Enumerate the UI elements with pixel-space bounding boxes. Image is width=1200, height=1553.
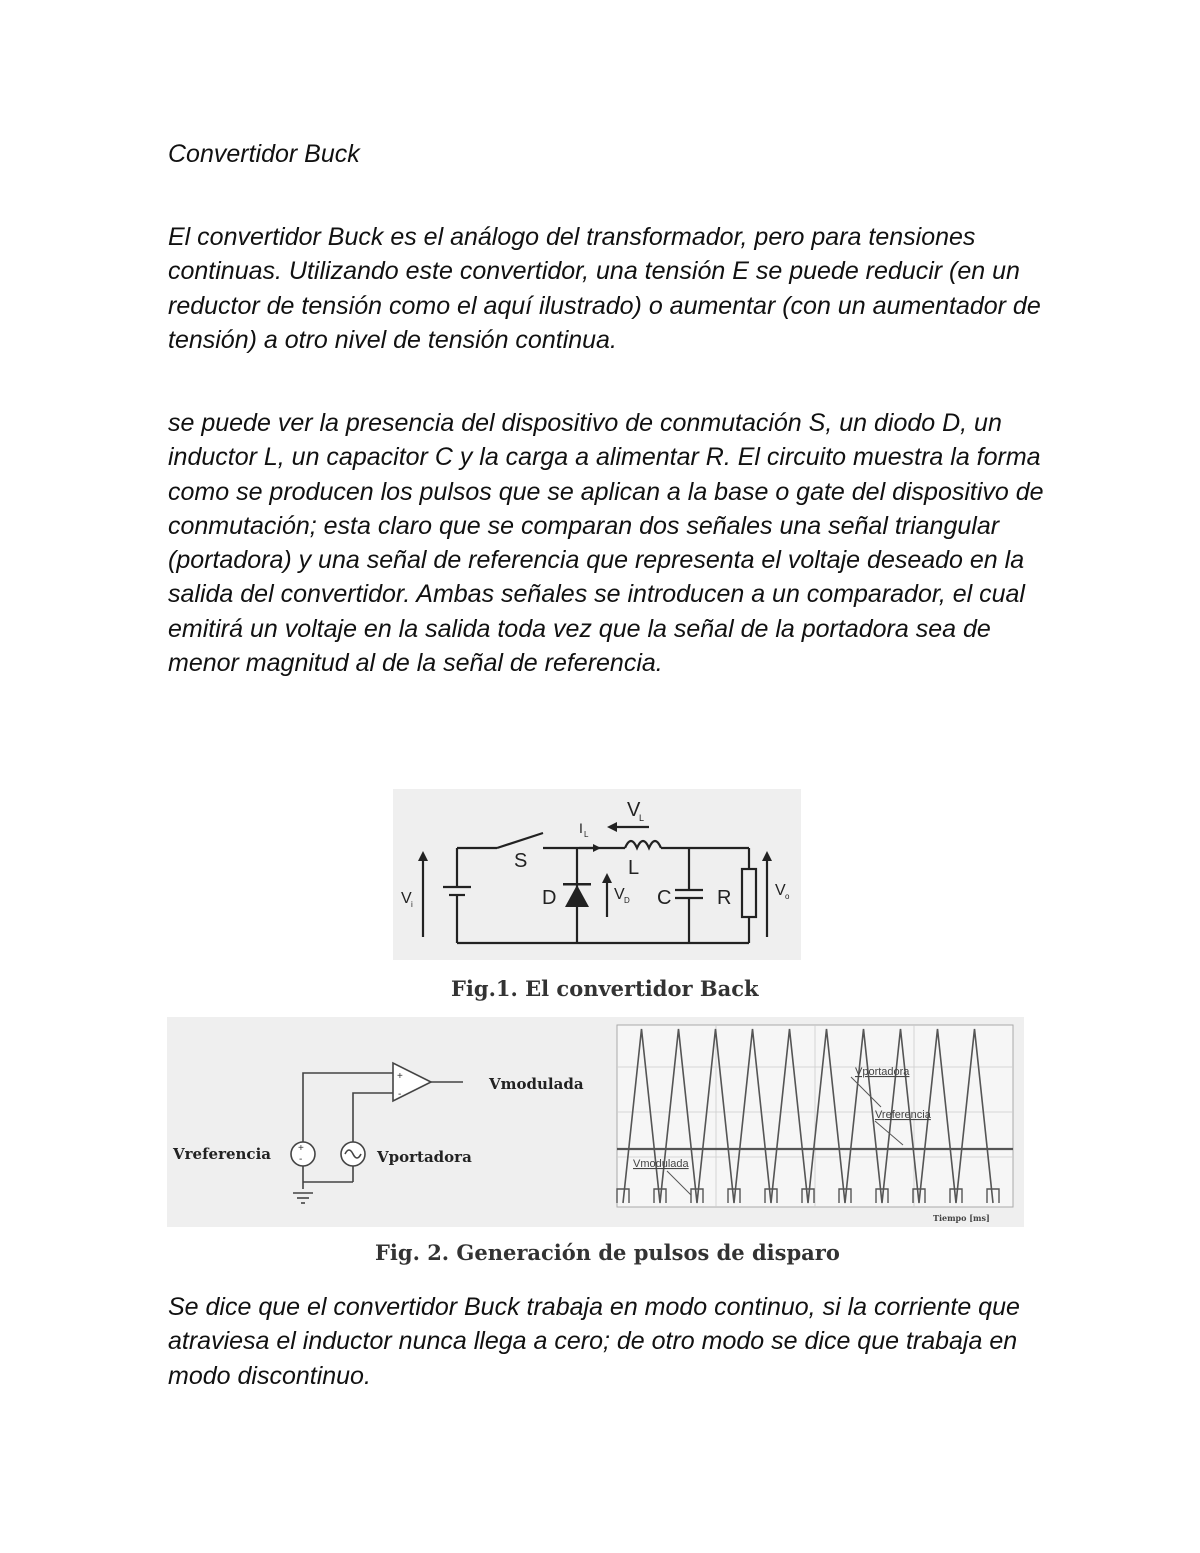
pwm-generation-figure [167, 1017, 1024, 1227]
output-voltage-subscript: o [785, 892, 790, 901]
wave-referencia-label: Vreferencia [875, 1109, 931, 1121]
resistor-label: R [717, 887, 732, 909]
wave-portadora-label: Vportadora [855, 1066, 910, 1078]
page-title: Convertidor Buck [168, 140, 360, 168]
output-voltage-label: V [775, 882, 786, 899]
buck-circuit-figure [393, 789, 801, 960]
input-voltage-subscript: i [411, 900, 413, 909]
vportadora-label: Vportadora [377, 1148, 472, 1166]
figure1-caption: Fig.1. El convertidor Back [451, 976, 759, 1001]
time-axis-label: Tiempo [ms] [933, 1213, 990, 1223]
inductor-current-subscript: L [584, 830, 589, 839]
inductor-voltage-label: V [627, 799, 641, 821]
comparator-minus-label: - [398, 1089, 402, 1100]
diode-label: D [542, 887, 557, 909]
reference-source-plus: + [298, 1143, 304, 1154]
capacitor-label: C [657, 887, 672, 909]
diode-voltage-subscript: D [624, 896, 630, 905]
input-voltage-label: V [401, 890, 412, 907]
inductor-label: L [628, 857, 640, 879]
pwm-generation-diagram [167, 1017, 1024, 1227]
inductor-current-label: I [579, 820, 583, 836]
comparator-plus-label: + [397, 1071, 403, 1082]
paragraph-intro: El convertidor Buck es el análogo del transformador, pero para tensiones continuas. Utilizando este convertidor, una tensión E se puede reducir (en un reductor de tensión como el aquí ilustrado) o aumentar (con un aumentador de tensión) a otro nivel de tensión continua. [168, 223, 1041, 354]
inductor-voltage-subscript: L [639, 813, 645, 823]
diode-voltage-label: V [614, 886, 625, 903]
wave-modulada-label: Vmodulada [633, 1158, 689, 1170]
switch-label: S [514, 850, 528, 872]
reference-source-minus: - [299, 1154, 303, 1165]
figure2-caption: Fig. 2. Generación de pulsos de disparo [375, 1240, 840, 1265]
paragraph-description: se puede ver la presencia del dispositivo de conmutación S, un diodo D, un inductor L, un capacitor C y la carga a alimentar R. El circuito muestra la forma como se producen los pulsos que se aplican a la base o gate del dispositivo de conmutación; esta claro que se comparan dos señales una señal triangular (portadora) y una señal de referencia que representa el voltaje deseado en la salida del convertidor. Ambas señales se introducen a un comparador, el cual emitirá un voltaje en la salida toda vez que la señal de la portadora sea de menor magnitud al de la señal de referencia. [168, 409, 1044, 678]
vmodulada-label: Vmodulada [489, 1075, 584, 1093]
vreferencia-label: Vreferencia [173, 1145, 271, 1163]
buck-circuit-diagram [393, 789, 801, 960]
paragraph-conclusion: Se dice que el convertidor Buck trabaja en modo continuo, si la corriente que atraviesa el inductor nunca llega a cero; de otro modo se dice que trabaja en modo discontinuo. [168, 1293, 1020, 1390]
